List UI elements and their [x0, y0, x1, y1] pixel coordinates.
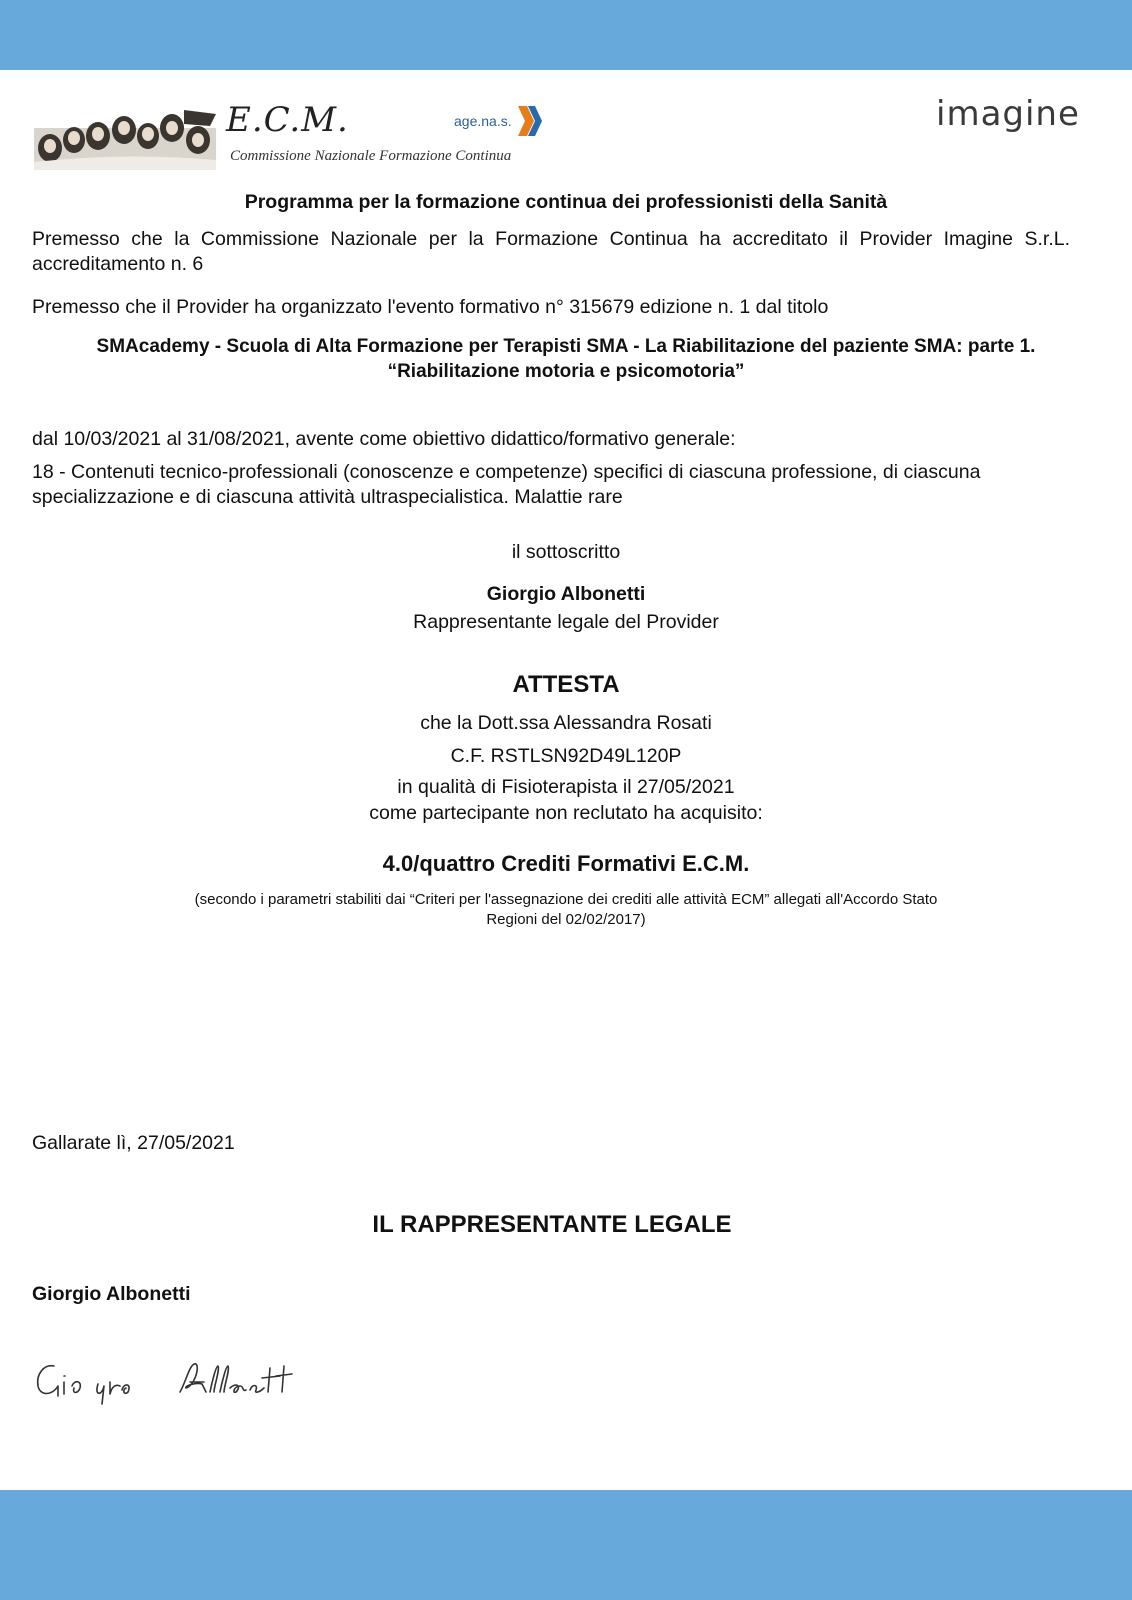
signer-role: Rappresentante legale del Provider [413, 611, 719, 633]
credits-awarded: 4.0/quattro Crediti Formativi E.C.M. [382, 851, 750, 876]
legal-rep-name: Giorgio Albonetti [32, 1283, 191, 1305]
ecm-logo [34, 92, 574, 172]
signer-name: Giorgio Albonetti [486, 583, 646, 605]
undersigned-label: il sottoscritto [511, 541, 621, 563]
participation: come partecipante non reclutato ha acquisito: [369, 802, 763, 824]
agenas-logo [454, 104, 544, 138]
place-date: Gallarate lì, 27/05/2021 [32, 1132, 235, 1154]
tax-code: C.F. RSTLSN92D49L120P [450, 745, 682, 767]
agenas-mark-icon [514, 104, 544, 138]
agenas-logo-text: age.na.s. [454, 113, 512, 129]
recipient: che la Dott.ssa Alessandra Rosati [420, 712, 712, 734]
attests-heading: ATTESTA [512, 671, 620, 698]
qualification: in qualità di Fisioterapista il 27/05/2021 [397, 776, 735, 798]
training-objective: 18 - Contenuti tecnico-professionali (conoscenze e competenze) specifici di ciascuna professione, di ciascuna specializzazione e di ciascuna attività ultraspecialistica. Malattie rare [32, 461, 981, 508]
imagine-logo-text: imagine [936, 94, 1080, 134]
premise-accreditation: Premesso che la Commissione Nazionale per la Formazione Continua ha accreditato il Provider Imagine S.r.L. accreditamento n. 6 [32, 228, 1070, 275]
document-heading: Programma per la formazione continua dei professionisti della Sanità [244, 191, 888, 213]
ecm-logo-subtitle: Commissione Nazionale Formazione Continua [230, 148, 512, 164]
premise-event: Premesso che il Provider ha organizzato l'evento formativo n° 315679 edizione n. 1 dal titolo [32, 296, 829, 318]
ecm-portrait-image [34, 100, 216, 170]
imagine-logo [936, 94, 1080, 134]
criteria-note: (secondo i parametri stabiliti dai “Criteri per l'assegnazione dei crediti alle attività ECM” allegati all'Accordo Stato Regioni del 02/02/2017) [194, 891, 938, 928]
handwritten-signature [30, 1352, 330, 1412]
event-dates-objective: dal 10/03/2021 al 31/08/2021, avente come obiettivo didattico/formativo generale: [32, 428, 736, 450]
legal-rep-title: IL RAPPRESENTANTE LEGALE [372, 1211, 732, 1238]
bottom-band [0, 1490, 1132, 1600]
ecm-logo-title: E.C.M. [226, 100, 349, 140]
event-title: SMAcademy - Scuola di Alta Formazione per Terapisti SMA - La Riabilitazione del paziente SMA: parte 1. “Riabilitazione motoria e psicomotoria” [96, 336, 1036, 382]
top-band [0, 0, 1132, 70]
